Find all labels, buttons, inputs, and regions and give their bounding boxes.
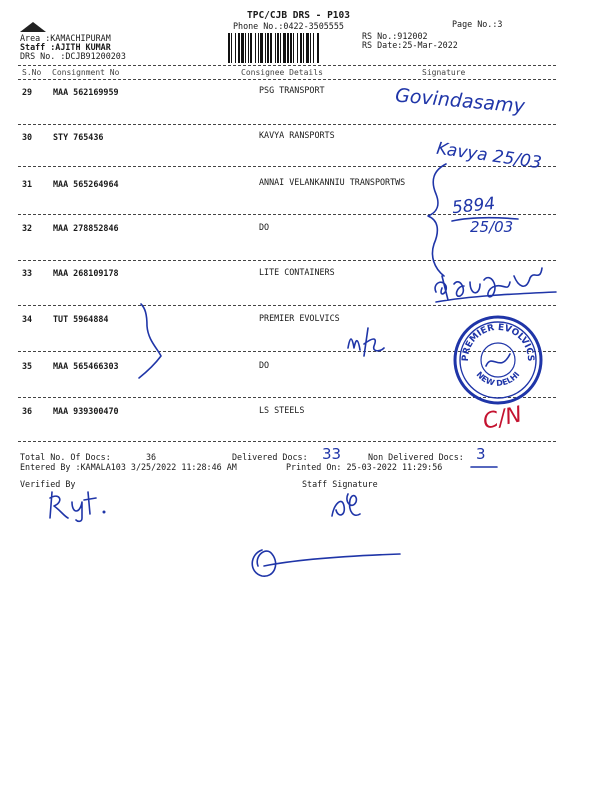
row-consignment: TUT 5964884 — [53, 314, 109, 324]
seal-bottom-text: NEW DELHI — [474, 369, 522, 388]
entered-by: Entered By :KAMALA103 3/25/2022 11:28:46 AM — [20, 462, 237, 472]
row-consignment: MAA 278852846 — [53, 223, 119, 233]
area-label: Area :KAMACHIPURAM — [20, 33, 111, 43]
row-consignee: KAVYA RANSPORTS — [259, 130, 335, 140]
row-divider — [18, 124, 556, 125]
signature-govindasamy: Govindasamy — [394, 84, 526, 118]
non-delivered-underline — [470, 461, 498, 471]
row-divider — [18, 166, 556, 167]
row-divider — [18, 260, 556, 261]
row-consignee: DO — [259, 360, 270, 370]
row-sno: 29 — [22, 87, 33, 97]
barcode — [228, 33, 350, 65]
document-title: TPC/CJB DRS - P103 — [247, 10, 350, 21]
row-consignee: DO — [259, 222, 270, 232]
cn-mark: C/N — [480, 402, 525, 435]
staff-signature-mark — [326, 488, 366, 524]
signature-kavya: Kavya 25/03 — [435, 138, 543, 174]
row32-underline — [450, 215, 520, 225]
row-consignment: MAA 565264964 — [53, 179, 119, 189]
company-seal — [452, 314, 544, 406]
column-header-consignment: Consignment No — [52, 68, 120, 77]
delivered-docs-label: Delivered Docs: — [232, 452, 308, 462]
row-consignment: MAA 562169959 — [53, 87, 119, 97]
row-divider — [18, 441, 556, 442]
row-consignee: PSG TRANSPORT — [259, 85, 325, 95]
column-header-consignee: Consignee Details — [241, 68, 323, 77]
header-rule-top — [18, 65, 556, 66]
row-consignment: STY 765436 — [53, 132, 104, 142]
seal-top-text: PREMIER EVOLVICS — [460, 322, 536, 362]
total-docs-label: Total No. Of Docs: — [20, 452, 111, 462]
row-consignee: PREMIER EVOLVICS — [259, 313, 340, 323]
row-consignee: LITE CONTAINERS — [259, 267, 335, 277]
scribble-bottom — [244, 538, 404, 588]
non-delivered-docs-value: 3 — [476, 445, 486, 463]
drs-number: DRS No. :DCJB91200203 — [20, 51, 126, 61]
row-sno: 34 — [22, 314, 33, 324]
column-header-signature: Signature — [422, 68, 466, 77]
staff-label: Staff :AJITH KUMAR — [20, 42, 111, 52]
row-sno: 35 — [22, 361, 33, 371]
row-consignment: MAA 268109178 — [53, 268, 119, 278]
row-sno: 36 — [22, 406, 33, 416]
phone-number: Phone No.:0422-3505555 — [233, 21, 344, 31]
row-consignee: LS STEELS — [259, 405, 305, 415]
signature-row32-top: 5894 — [451, 193, 497, 219]
stroke-row34-35 — [135, 300, 171, 384]
row-consignee: ANNAI VELANKANNIU TRANSPORTWS — [259, 177, 406, 187]
non-delivered-docs-label: Non Delivered Docs: — [368, 452, 464, 462]
verifier-signature — [42, 488, 110, 526]
rs-date: RS Date:25-Mar-2022 — [362, 40, 458, 50]
column-header-sno: S.No — [22, 68, 42, 77]
delivered-docs-value: 33 — [322, 445, 342, 463]
printed-on: Printed On: 25-03-2022 11:29:56 — [286, 462, 443, 472]
row-sno: 33 — [22, 268, 33, 278]
header-rule-bottom — [18, 79, 556, 80]
signature-row34 — [344, 322, 414, 360]
row-sno: 30 — [22, 132, 33, 142]
row-consignment: MAA 565466303 — [53, 361, 119, 371]
row-consignment: MAA 939300470 — [53, 406, 119, 416]
total-docs-value: 36 — [146, 452, 157, 462]
row-sno: 32 — [22, 223, 33, 233]
rs-number: RS No.:912002 — [362, 31, 428, 41]
page-number: Page No.:3 — [452, 19, 503, 29]
signature-row32-bottom: 25/03 — [470, 218, 514, 236]
staff-signature-label: Staff Signature — [302, 479, 378, 489]
row-sno: 31 — [22, 179, 33, 189]
signature-row33 — [430, 262, 560, 306]
verified-by-label: Verified By — [20, 479, 76, 489]
